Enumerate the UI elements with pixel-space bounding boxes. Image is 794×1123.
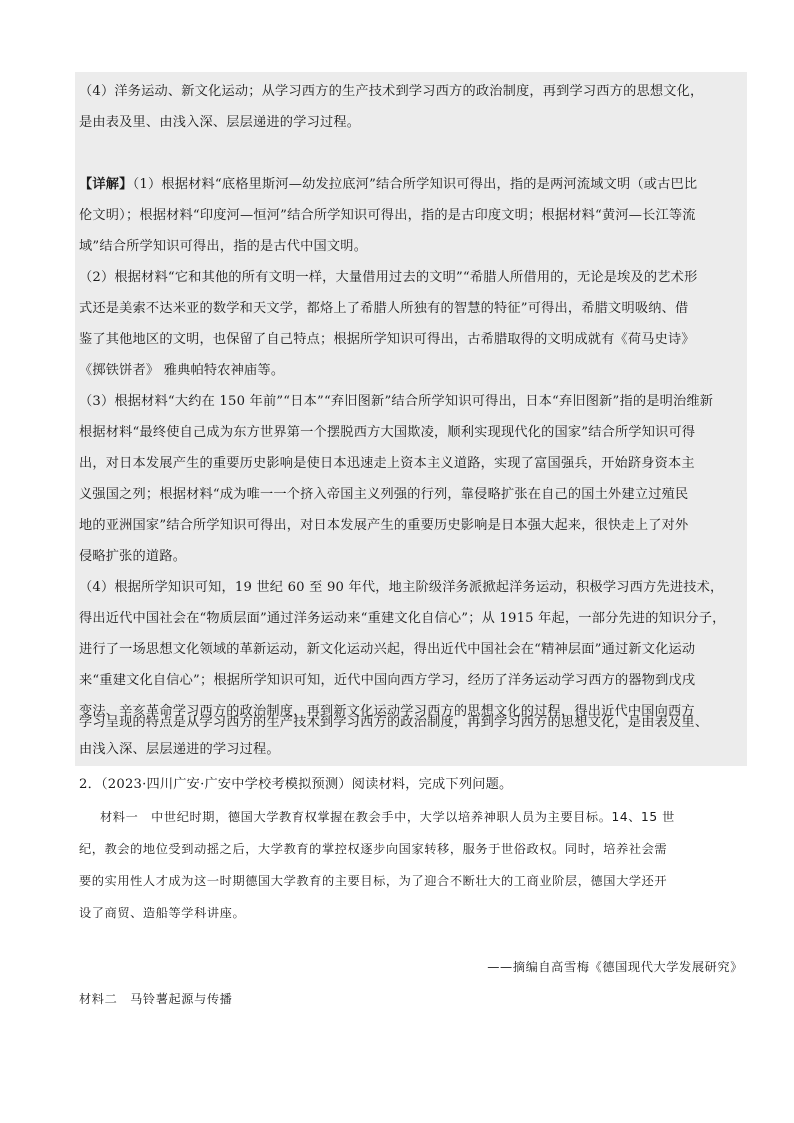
explanation-p4-line-2: 得出近代中国社会在“物质层面”通过洋务运动来“重建文化自信心”；从 1915 年起，一部分先进的知识分子，	[79, 611, 726, 626]
material-1-line-3: 要的实用性人才成为这一时期德国大学教育的主要目标，为了迎合不断壮大的工商业阶层，德国大学还开	[79, 874, 668, 888]
material-1-line-2: 纪，教会的地位受到动摇之后，大学教育的掌控权逐步向国家转移，服务于世俗政权。同时，培养社会需	[79, 842, 668, 856]
explanation-p2-line-1: （2）根据材料“它和其他的所有文明一样，大量借用过去的文明”“希腊人所借用的，无论是埃及的艺术形	[79, 270, 698, 285]
explanation-p1-line-3: 域”结合所学知识可得出，指的是古代中国文明。	[79, 239, 368, 254]
explanation-p2-line-4: 《掷铁饼者》 雅典帕特农神庙等。	[79, 363, 285, 378]
explanation-p1-line-1	[79, 170, 743, 201]
answer-4-line-2: 是由表及里、由浅入深、层层递进的学习过程。	[79, 115, 361, 130]
explanation-p3-line-6: 侵略扩张的道路。	[79, 549, 187, 564]
explanation-p1-line-2: 伦文明）；根据材料“印度河—恒河”结合所学知识可得出，指的是古印度文明；根据材料“黄河—长江等流	[79, 208, 696, 223]
explanation-p2-line-2: 式还是美索不达米亚的数学和天文学，都烙上了希腊人所独有的智慧的特征”可得出，希腊文明吸纳、借	[79, 301, 689, 316]
question-2-header: 2．（2023·四川广安·广安中学校考模拟预测）阅读材料，完成下列问题。	[79, 777, 513, 792]
explanation-p4-line-4: 来“重建文化自信心”；根据所学知识可知，近代中国向西方学习，经历了洋务运动学习西方的器物到戊戌	[79, 673, 696, 688]
explanation-p4-line-3: 进行了一场思想文化领域的革新运动，新文化运动兴起，得出近代中国社会在“精神层面”通过新文化运动	[79, 642, 696, 657]
explanation-p2-line-3: 鉴了其他地区的文明，也保留了自己特点；根据所学知识可得出，古希腊取得的文明成就有《荷马史诗》	[79, 332, 695, 347]
material-1-source: ——摘编自高雪梅《德国现代大学发展研究》	[487, 960, 743, 974]
material-1-line-4: 设了商贸、造船等学科讲座。	[79, 906, 246, 920]
explanation-p3-line-3: 出，对日本发展产生的重要历史影响是使日本迅速走上资本主义道路，实现了富国强兵，开始跻身资本主	[79, 456, 695, 471]
explanation-p3-line-2: 根据材料“最终使自己成为东方世界第一个摆脱西方大国欺凌，顺利实现现代化的国家”结合所学知识可得	[79, 425, 696, 440]
explanation-label: 【详解】	[79, 177, 133, 192]
explanation-p3-line-1: （3）根据材料“大约在 150 年前”“日本”“弃旧图新”结合所学知识可得出，日本“弃旧图新”指的是明治维新	[79, 394, 714, 409]
material-2-title: 材料二 马铃薯起源与传播	[79, 992, 233, 1006]
explanation-p4-line-6: 学习呈现的特点是从学习西方的生产技术到学习西方的政治制度，再到学习西方的思想文化，是由表及里、	[79, 715, 709, 730]
explanation-p4-line-7: 由浅入深、层层递进的学习过程。	[79, 742, 280, 757]
explanation-p4-line-1: （4）根据所学知识可知，19 世纪 60 至 90 年代，地主阶级洋务派掀起洋务运动，积极学习西方先进技术，	[79, 580, 724, 595]
answer-4-line-1: （4）洋务运动、新文化运动；从学习西方的生产技术到学习西方的政治制度，再到学习西方的思想文化，	[79, 84, 704, 99]
explanation-p3-line-5: 地的亚洲国家”结合所学知识可得出，对日本发展产生的重要历史影响是日本强大起来，很快走上了对外	[79, 518, 689, 533]
explanation-p4-line-5: 变法、辛亥革命学习西方的政治制度，再到新文化运动学习西方的思想文化的过程，得出近代中国向西方	[79, 704, 695, 719]
explanation-p1-text: （1）根据材料“底格里斯河—幼发拉底河”结合所学知识可得出，指的是两河流域文明（或古巴比	[132, 177, 698, 192]
material-1-line-1: 材料一 中世纪时期，德国大学教育权掌握在教会手中，大学以培养神职人员为主要目标。14、15 世	[100, 810, 675, 824]
explanation-p3-line-4: 义强国之列；根据材料“成为唯一一个挤入帝国主义列强的行列，靠侵略扩张在自己的国土外建立过殖民	[79, 487, 689, 502]
